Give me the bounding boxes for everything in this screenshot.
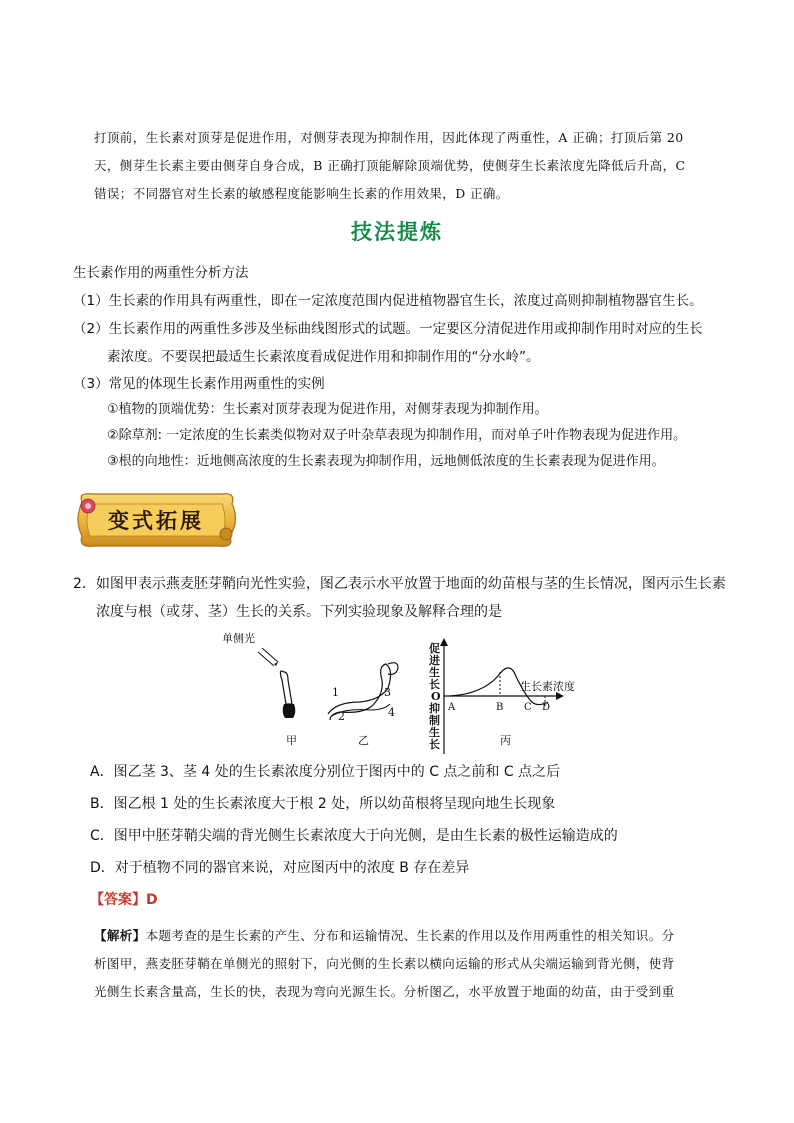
method-example-2: ②除草剂: 一定浓度的生长素类似物对双子叶杂草表现为抑制作用，而对单子叶作物表现为促进作用。: [107, 428, 687, 443]
answer-label: 【答案】: [90, 892, 146, 908]
y-down-4: 长: [429, 738, 440, 751]
point-d: D: [542, 702, 551, 713]
origin-label: O: [431, 690, 441, 703]
y-axis-arrow-icon: [440, 638, 448, 646]
x-axis-label: 生长素浓度: [520, 680, 575, 693]
question-stem-2: 浓度与根（或芽、茎）生长的关系。下列实验现象及解释合理的是: [96, 604, 502, 620]
method-example-1: ①植物的顶端优势：生长素对顶芽表现为促进作用，对侧芽表现为抑制作用。: [107, 402, 548, 417]
label-yi: 乙: [358, 734, 369, 747]
section-heading: 技法提炼: [351, 219, 443, 244]
light-arrow-icon: [274, 662, 278, 666]
analysis-line-2: 析图甲，燕麦胚芽鞘在单侧光的照射下，向光侧的生长素以横向运输的形式从尖端运输到背光侧，使背: [94, 956, 675, 971]
figure-yi: [328, 663, 398, 747]
label-n3: 3: [384, 686, 391, 699]
analysis-tag: 【解析】: [94, 928, 146, 943]
top-paragraph-line-3: 错误；不同器官对生长素的敏感程度能影响生长素的作用效果，D 正确。: [94, 186, 509, 201]
figure-jia: [222, 631, 297, 747]
method-point-2a: （2）生长素作用的两重性多涉及坐标曲线图形式的试题。一定要区分清促进作用或抑制作用时对应的生长: [73, 321, 703, 337]
y-up-4: 长: [429, 678, 440, 691]
top-paragraph-line-1: 打顶前，生长素对顶芽是促进作用，对侧芽表现为抑制作用，因此体现了两重性，A 正确；打顶后第 20: [94, 130, 684, 145]
top-paragraph-line-2: 天，侧芽生长素主要由侧芽自身合成，B 正确打顶能解除顶端优势，使侧芽生长素浓度先降低后升高，C: [94, 158, 686, 173]
y-up-1: 促: [429, 642, 440, 655]
option-c: C．图甲中胚芽鞘尖端的背光侧生长素浓度大于向光侧，是由生长素的极性运输造成的: [90, 828, 618, 844]
analysis-line-1: [94, 922, 722, 950]
label-bing: 丙: [500, 734, 511, 747]
analysis-text-1: 本题考查的是生长素的产生、分布和运输情况、生长素的作用以及作用两重性的相关知识。分: [145, 928, 675, 943]
question-stem-1: 2．如图甲表示燕麦胚芽鞘向光性实验，图乙表示水平放置于地面的幼苗根与茎的生长情况，图丙示生长素: [73, 576, 726, 592]
option-b: B．图乙根 1 处的生长素浓度大于根 2 处，所以幼苗根将呈现向地生长现象: [90, 796, 556, 812]
label-n1: 1: [332, 686, 339, 699]
method-point-3: （3）常见的体现生长素作用两重性的实例: [73, 376, 325, 392]
point-b: B: [496, 702, 504, 713]
y-down-1: 抑: [429, 702, 440, 715]
answer-line: [90, 888, 158, 912]
variant-banner: [72, 488, 240, 552]
option-a: A．图乙茎 3、茎 4 处的生长素浓度分别位于图丙中的 C 点之前和 C 点之后: [90, 764, 561, 780]
point-c: C: [524, 702, 532, 713]
method-point-1: （1）生长素的作用具有两重性，即在一定浓度范围内促进植物器官生长，浓度过高则抑制植物器官生长。: [73, 293, 703, 309]
point-a: A: [448, 702, 456, 713]
method-point-2b: 素浓度。不要误把最适生长素浓度看成促进作用和抑制作用的“分水岭”。: [107, 349, 540, 365]
y-up-3: 生: [429, 666, 440, 679]
label-jia: 甲: [286, 734, 297, 747]
x-axis-arrow-icon: [556, 692, 564, 700]
banner-text: 变式拓展: [108, 508, 204, 533]
experiment-figure: [212, 628, 632, 754]
y-down-3: 生: [429, 726, 440, 739]
answer-value: D: [146, 892, 158, 908]
label-n4: 4: [388, 706, 395, 719]
light-label: 单侧光: [222, 632, 255, 645]
label-n2: 2: [338, 710, 345, 723]
y-up-2: 进: [429, 654, 440, 667]
analysis-line-3: 光侧生长素含量高，生长的快，表现为弯向光源生长。分析图乙，水平放置于地面的幼苗，由于受到重: [94, 984, 675, 999]
option-d: D．对于植物不同的器官来说，对应图丙中的浓度 B 存在差异: [90, 860, 470, 876]
figure-bing: [428, 638, 575, 754]
method-title: 生长素作用的两重性分析方法: [73, 265, 249, 281]
y-down-2: 制: [429, 714, 440, 727]
method-example-3: ③根的向地性：近地侧高浓度的生长素表现为抑制作用，远地侧低浓度的生长素表现为促进作用。: [107, 454, 665, 469]
